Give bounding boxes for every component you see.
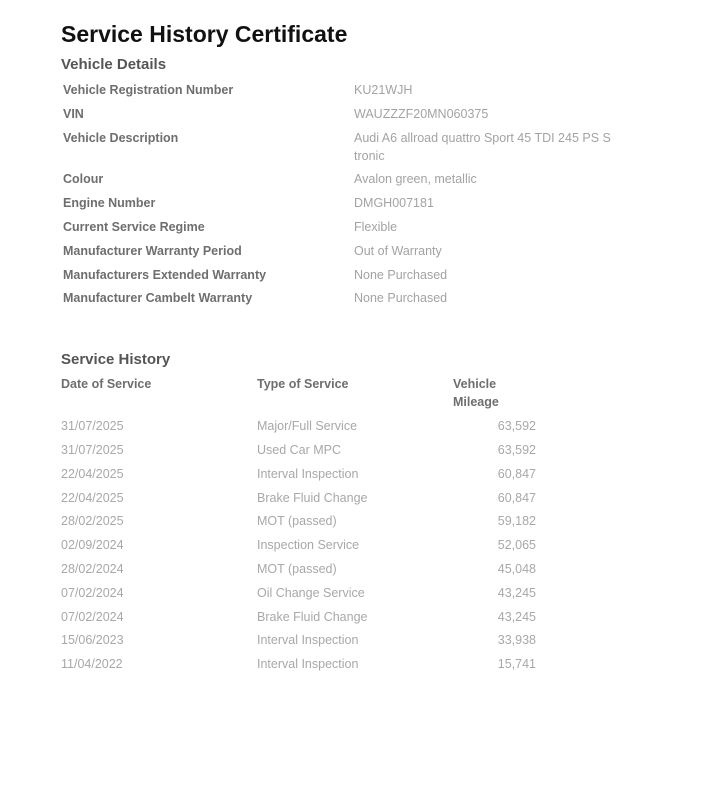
table-row xyxy=(61,655,661,673)
table-row xyxy=(61,631,661,649)
vehicle-detail-label: Manufacturer Warranty Period xyxy=(63,243,242,258)
vehicle-detail-value: None Purchased xyxy=(354,267,448,282)
service-type-cell: Used Car MPC xyxy=(257,442,342,457)
vehicle-mileage-cell: 63,592 xyxy=(497,419,536,434)
vehicle-mileage-cell: 59,182 xyxy=(497,514,536,529)
service-date-cell: 28/02/2024 xyxy=(61,561,124,576)
service-history-header-row xyxy=(61,375,661,411)
service-type-cell: Interval Inspection xyxy=(257,466,359,481)
vehicle-detail-label: Vehicle Registration Number xyxy=(63,83,234,97)
vehicle-detail-value: DMGH007181 xyxy=(354,196,434,211)
vehicle-details-heading: Vehicle Details xyxy=(61,56,167,73)
certificate-page xyxy=(61,20,661,679)
service-type-cell: Brake Fluid Change xyxy=(257,609,368,624)
vehicle-mileage-cell: 43,245 xyxy=(497,609,536,624)
table-row xyxy=(61,608,661,626)
vehicle-detail-row xyxy=(63,105,661,123)
date-of-service-column-header: Date of Service xyxy=(61,377,152,392)
service-date-cell: 22/04/2025 xyxy=(61,490,124,505)
service-date-cell: 15/06/2023 xyxy=(61,633,124,648)
table-row xyxy=(61,489,661,507)
vehicle-detail-row xyxy=(63,266,661,284)
vehicle-mileage-cell: 63,592 xyxy=(497,442,536,457)
service-history-rows xyxy=(61,417,661,673)
service-history-table xyxy=(61,375,661,673)
service-type-cell: MOT (passed) xyxy=(257,514,337,529)
vehicle-detail-value: Audi A6 allroad quattro Sport 45 TDI 245 PS S tronic xyxy=(354,130,611,163)
type-of-service-column-header: Type of Service xyxy=(257,377,349,392)
table-row xyxy=(61,417,661,435)
service-history-heading: Service History xyxy=(61,351,171,369)
vehicle-detail-row xyxy=(63,242,661,260)
service-type-cell: Interval Inspection xyxy=(257,633,359,648)
vehicle-mileage-column-header: Vehicle Mileage xyxy=(453,377,499,410)
vehicle-detail-label: Manufacturer Cambelt Warranty xyxy=(63,291,253,306)
service-type-cell: Interval Inspection xyxy=(257,657,359,672)
vehicle-detail-row xyxy=(63,81,661,99)
vehicle-mileage-cell: 45,048 xyxy=(497,561,536,576)
table-row xyxy=(61,536,661,554)
vehicle-detail-value: Avalon green, metallic xyxy=(354,172,477,187)
service-type-cell: Inspection Service xyxy=(257,538,360,553)
vehicle-detail-label: Engine Number xyxy=(63,196,156,211)
service-type-cell: MOT (passed) xyxy=(257,561,337,576)
service-date-cell: 31/07/2025 xyxy=(61,419,124,434)
vehicle-detail-label: Current Service Regime xyxy=(63,219,205,234)
vehicle-detail-label: Colour xyxy=(63,172,104,187)
table-row xyxy=(61,584,661,602)
table-row xyxy=(61,512,661,530)
vehicle-detail-value: None Purchased xyxy=(354,291,448,306)
vehicle-detail-row xyxy=(63,129,661,165)
vehicle-mileage-cell: 60,847 xyxy=(497,466,536,481)
vehicle-detail-value: Out of Warranty xyxy=(354,243,442,258)
service-type-cell: Major/Full Service xyxy=(257,419,358,434)
service-date-cell: 31/07/2025 xyxy=(61,442,124,457)
vehicle-detail-row xyxy=(63,218,661,236)
service-date-cell: 11/04/2022 xyxy=(61,657,123,672)
service-type-cell: Brake Fluid Change xyxy=(257,490,368,505)
table-row xyxy=(61,560,661,578)
service-date-cell: 07/02/2024 xyxy=(61,585,124,600)
vehicle-mileage-cell: 15,741 xyxy=(497,657,536,672)
vehicle-mileage-cell: 60,847 xyxy=(497,490,536,505)
vehicle-mileage-cell: 43,245 xyxy=(497,585,536,600)
vehicle-detail-label: Manufacturers Extended Warranty xyxy=(63,267,267,282)
table-row xyxy=(61,441,661,459)
page-title: Service History Certificate xyxy=(61,21,348,47)
service-date-cell: 28/02/2025 xyxy=(61,514,124,529)
service-date-cell: 22/04/2025 xyxy=(61,466,124,481)
vehicle-detail-row xyxy=(63,170,661,188)
vehicle-detail-label: Vehicle Description xyxy=(63,130,179,145)
vehicle-detail-label: VIN xyxy=(63,106,84,121)
service-type-cell: Oil Change Service xyxy=(257,585,365,600)
vehicle-mileage-cell: 52,065 xyxy=(497,538,536,553)
vehicle-detail-row xyxy=(63,289,661,307)
vehicle-mileage-cell: 33,938 xyxy=(497,633,536,648)
vehicle-detail-value: WAUZZZF20MN060375 xyxy=(354,106,489,121)
vehicle-detail-row xyxy=(63,194,661,212)
vehicle-details-list xyxy=(63,81,661,307)
service-date-cell: 02/09/2024 xyxy=(61,538,124,553)
vehicle-detail-value: Flexible xyxy=(354,219,398,234)
service-date-cell: 07/02/2024 xyxy=(61,609,124,624)
table-row xyxy=(61,465,661,483)
vehicle-detail-value: KU21WJH xyxy=(354,83,413,97)
